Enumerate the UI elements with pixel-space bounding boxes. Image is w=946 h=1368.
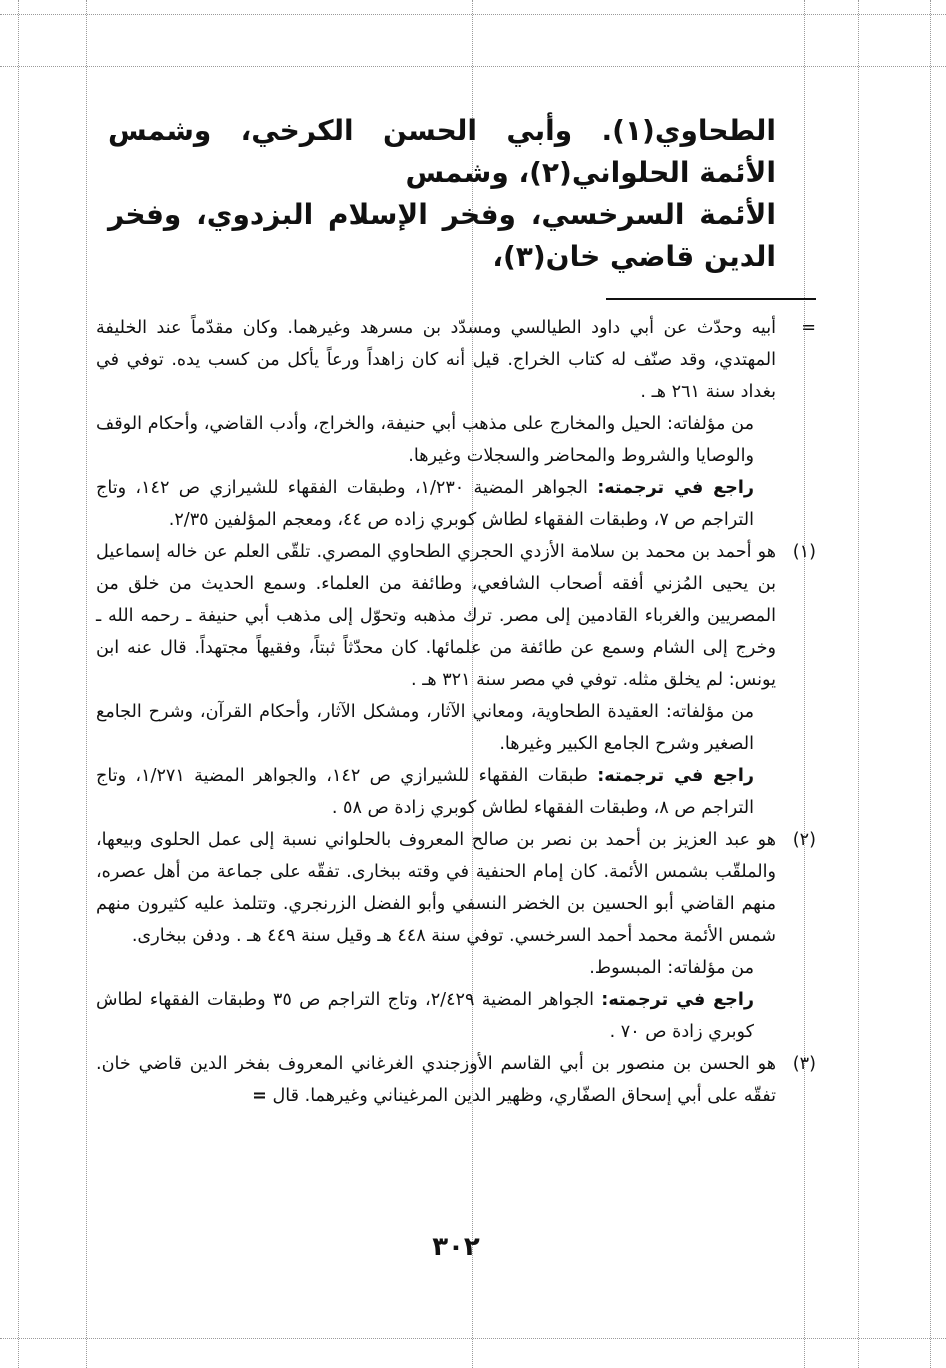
footnote-continuation xyxy=(96,312,816,536)
footnote-2 xyxy=(96,824,816,1048)
footnote-works: من مؤلفاته: العقيدة الطحاوية، ومعاني الآثار، ومشكل الآثار، وأحكام القرآن، وشرح الجامع الصغير وشرح الجامع الكبير وغيرها. xyxy=(96,702,754,754)
footnotes xyxy=(96,312,816,1112)
guide-line xyxy=(858,0,859,1368)
footnote-separator xyxy=(606,298,816,300)
footnote-text: أبيه وحدّث عن أبي داود الطيالسي ومسدّد بن مسرهد وغيرهما. وكان مقدّماً عند الخليفة المهتدي، وقد صنّف له كتاب الخراج. قيل أنه كان زاهداً ورعاً يأكل من كسب يده. توفي في بغداد سنة ٢٦١ هـ . xyxy=(96,318,776,402)
footnote-works: من مؤلفاته: المبسوط. xyxy=(589,958,754,978)
footnote-refs xyxy=(96,760,776,824)
guide-line xyxy=(930,0,931,1368)
guide-line xyxy=(0,1338,946,1339)
footnote-number: (٢) xyxy=(792,830,816,850)
guide-line xyxy=(86,0,87,1368)
footnote-text xyxy=(96,1048,776,1112)
refs-text: طبقات الفقهاء للشيرازي ص ١٤٢، والجواهر المضية ١/٢٧١، وتاج التراجم ص ٨، وطبقات الفقهاء لطاش كوبري زادة ص ٥٨ . xyxy=(96,766,754,818)
footnote-text-body: هو الحسن بن منصور بن أبي القاسم الأوزجندي الغرغاني المعروف بفخر الدين قاضي خان. تفقّه على أبي إسحاق الصفّاري، وظهير الدين المرغيناني وغيرهما. قال xyxy=(96,1054,776,1106)
footnote-text: هو أحمد بن محمد بن سلامة الأزدي الحجري الطحاوي المصري. تلقّى العلم عن خاله إسماعيل بن يحيى المُزني أفقه أصحاب الشافعي، وطائفة من العلماء. وسمع الحديث من خلق من المصريين والغرباء القادمين إلى مصر. ترك مذهبه وتحوّل إلى مذهب أبي حنيفة ـ رحمه الله ـ وخرج إلى الشام وسمع عن طائفة من علمائها. كان محدّثاً ثبتاً، وفقيهاً مجتهداً. قال عنه ابن يونس: لم يخلق مثله. توفي في مصر سنة ٣٢١ هـ . xyxy=(96,542,776,690)
book-page xyxy=(96,110,816,1310)
footnote-3 xyxy=(96,1048,816,1112)
guide-line xyxy=(0,14,946,15)
refs-label: راجع في ترجمته: xyxy=(601,990,754,1010)
refs-label: راجع في ترجمته: xyxy=(597,766,754,786)
main-line-1: الطحاوي(١). وأبي الحسن الكرخي، وشمس الأئمة الحلواني(٢)، وشمس xyxy=(108,114,776,189)
main-text xyxy=(108,110,776,278)
guide-line xyxy=(18,0,19,1368)
refs-label: راجع في ترجمته: xyxy=(597,478,754,498)
main-line-2: الأئمة السرخسي، وفخر الإسلام البزدوي، وفخر الدين قاضي خان(٣)، xyxy=(108,198,776,273)
refs-text: الجواهر المضية ١/٢٣٠، وطبقات الفقهاء للشيرازي ص ١٤٢، وتاج التراجم ص ٧، وطبقات الفقهاء لطاش كوبري زاده ص ٤٤، ومعجم المؤلفين ٢/٣٥. xyxy=(96,478,754,530)
footnote-refs xyxy=(96,984,776,1048)
continuation-marker: = xyxy=(801,318,816,338)
footnote-1 xyxy=(96,536,816,824)
continues-marker: = xyxy=(252,1086,267,1106)
footnote-works: من مؤلفاته: الحيل والمخارج على مذهب أبي حنيفة، والخراج، وأدب القاضي، وأحكام الوقف والوصايا والشروط والمحاضر والسجلات وغيرها. xyxy=(96,414,754,466)
footnote-number: (٣) xyxy=(792,1054,816,1074)
footnote-number: (١) xyxy=(792,542,816,562)
footnote-text: هو عبد العزيز بن أحمد بن نصر بن صالح المعروف بالحلواني نسبة إلى عمل الحلوى وبيعها، والملقّب بشمس الأئمة. كان إمام الحنفية في وقته ببخارى. تفقّه على جماعة من أهل عصره، منهم القاضي أبو الحسين بن الخضر النسفي وأبو الفضل الزرنجري. وتتلمذ عليه كثيرون منهم شمس الأئمة محمد أحمد السرخسي. توفي سنة ٤٤٨ هـ وقيل سنة ٤٤٩ هـ . ودفن ببخارى. xyxy=(96,830,776,946)
refs-text: الجواهر المضية ٢/٤٢٩، وتاج التراجم ص ٣٥ وطبقات الفقهاء لطاش كوبري زادة ص ٧٠ . xyxy=(96,990,754,1042)
page-number: ٣٠٢ xyxy=(432,1232,480,1262)
guide-line xyxy=(0,66,946,67)
footnote-refs xyxy=(96,472,776,536)
